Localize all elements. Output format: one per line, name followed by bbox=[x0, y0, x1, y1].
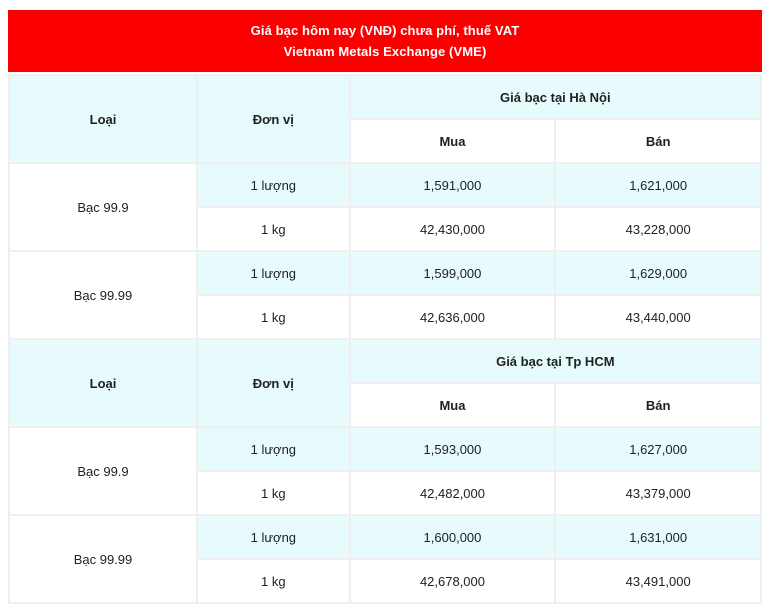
price-row bbox=[9, 515, 761, 559]
unit-cell: 1 lượng bbox=[197, 163, 350, 207]
banner-title: Giá bạc hôm nay (VNĐ) chưa phí, thuế VAT bbox=[250, 23, 520, 38]
buy-price-cell: 42,430,000 bbox=[350, 207, 556, 251]
sell-price-cell: 1,631,000 bbox=[555, 515, 761, 559]
price-row bbox=[9, 427, 761, 471]
silver-price-table bbox=[8, 74, 762, 604]
unit-cell: 1 kg bbox=[197, 471, 350, 515]
unit-cell: 1 lượng bbox=[197, 251, 350, 295]
sell-price-cell: 43,379,000 bbox=[555, 471, 761, 515]
unit-cell: 1 lượng bbox=[197, 427, 350, 471]
buy-price-cell: 42,636,000 bbox=[350, 295, 556, 339]
type-cell: Bạc 99.9 bbox=[9, 163, 197, 251]
price-banner bbox=[8, 10, 762, 72]
sell-price-cell: 1,621,000 bbox=[555, 163, 761, 207]
unit-cell: 1 kg bbox=[197, 207, 350, 251]
header-row-hanoi bbox=[9, 75, 761, 119]
sell-column-header: Bán bbox=[555, 119, 761, 163]
sell-price-cell: 43,491,000 bbox=[555, 559, 761, 603]
banner-subtitle: Vietnam Metals Exchange (VME) bbox=[283, 44, 487, 59]
unit-column-header: Đơn vị bbox=[197, 75, 350, 163]
buy-price-cell: 1,599,000 bbox=[350, 251, 556, 295]
region-header-hanoi: Giá bạc tại Hà Nội bbox=[350, 75, 761, 119]
buy-column-header: Mua bbox=[350, 119, 556, 163]
price-row bbox=[9, 163, 761, 207]
buy-price-cell: 1,591,000 bbox=[350, 163, 556, 207]
header-row-hcm bbox=[9, 339, 761, 383]
type-cell: Bạc 99.99 bbox=[9, 251, 197, 339]
sell-price-cell: 43,228,000 bbox=[555, 207, 761, 251]
type-cell: Bạc 99.9 bbox=[9, 427, 197, 515]
unit-cell: 1 kg bbox=[197, 559, 350, 603]
unit-cell: 1 lượng bbox=[197, 515, 350, 559]
sell-price-cell: 1,629,000 bbox=[555, 251, 761, 295]
unit-cell: 1 kg bbox=[197, 295, 350, 339]
region-header-hcm: Giá bạc tại Tp HCM bbox=[350, 339, 761, 383]
unit-column-header: Đơn vị bbox=[197, 339, 350, 427]
buy-price-cell: 1,600,000 bbox=[350, 515, 556, 559]
buy-column-header: Mua bbox=[350, 383, 556, 427]
buy-price-cell: 42,678,000 bbox=[350, 559, 556, 603]
type-column-header: Loại bbox=[9, 75, 197, 163]
sell-column-header: Bán bbox=[555, 383, 761, 427]
buy-price-cell: 42,482,000 bbox=[350, 471, 556, 515]
sell-price-cell: 1,627,000 bbox=[555, 427, 761, 471]
buy-price-cell: 1,593,000 bbox=[350, 427, 556, 471]
sell-price-cell: 43,440,000 bbox=[555, 295, 761, 339]
type-column-header: Loại bbox=[9, 339, 197, 427]
type-cell: Bạc 99.99 bbox=[9, 515, 197, 603]
price-row bbox=[9, 251, 761, 295]
